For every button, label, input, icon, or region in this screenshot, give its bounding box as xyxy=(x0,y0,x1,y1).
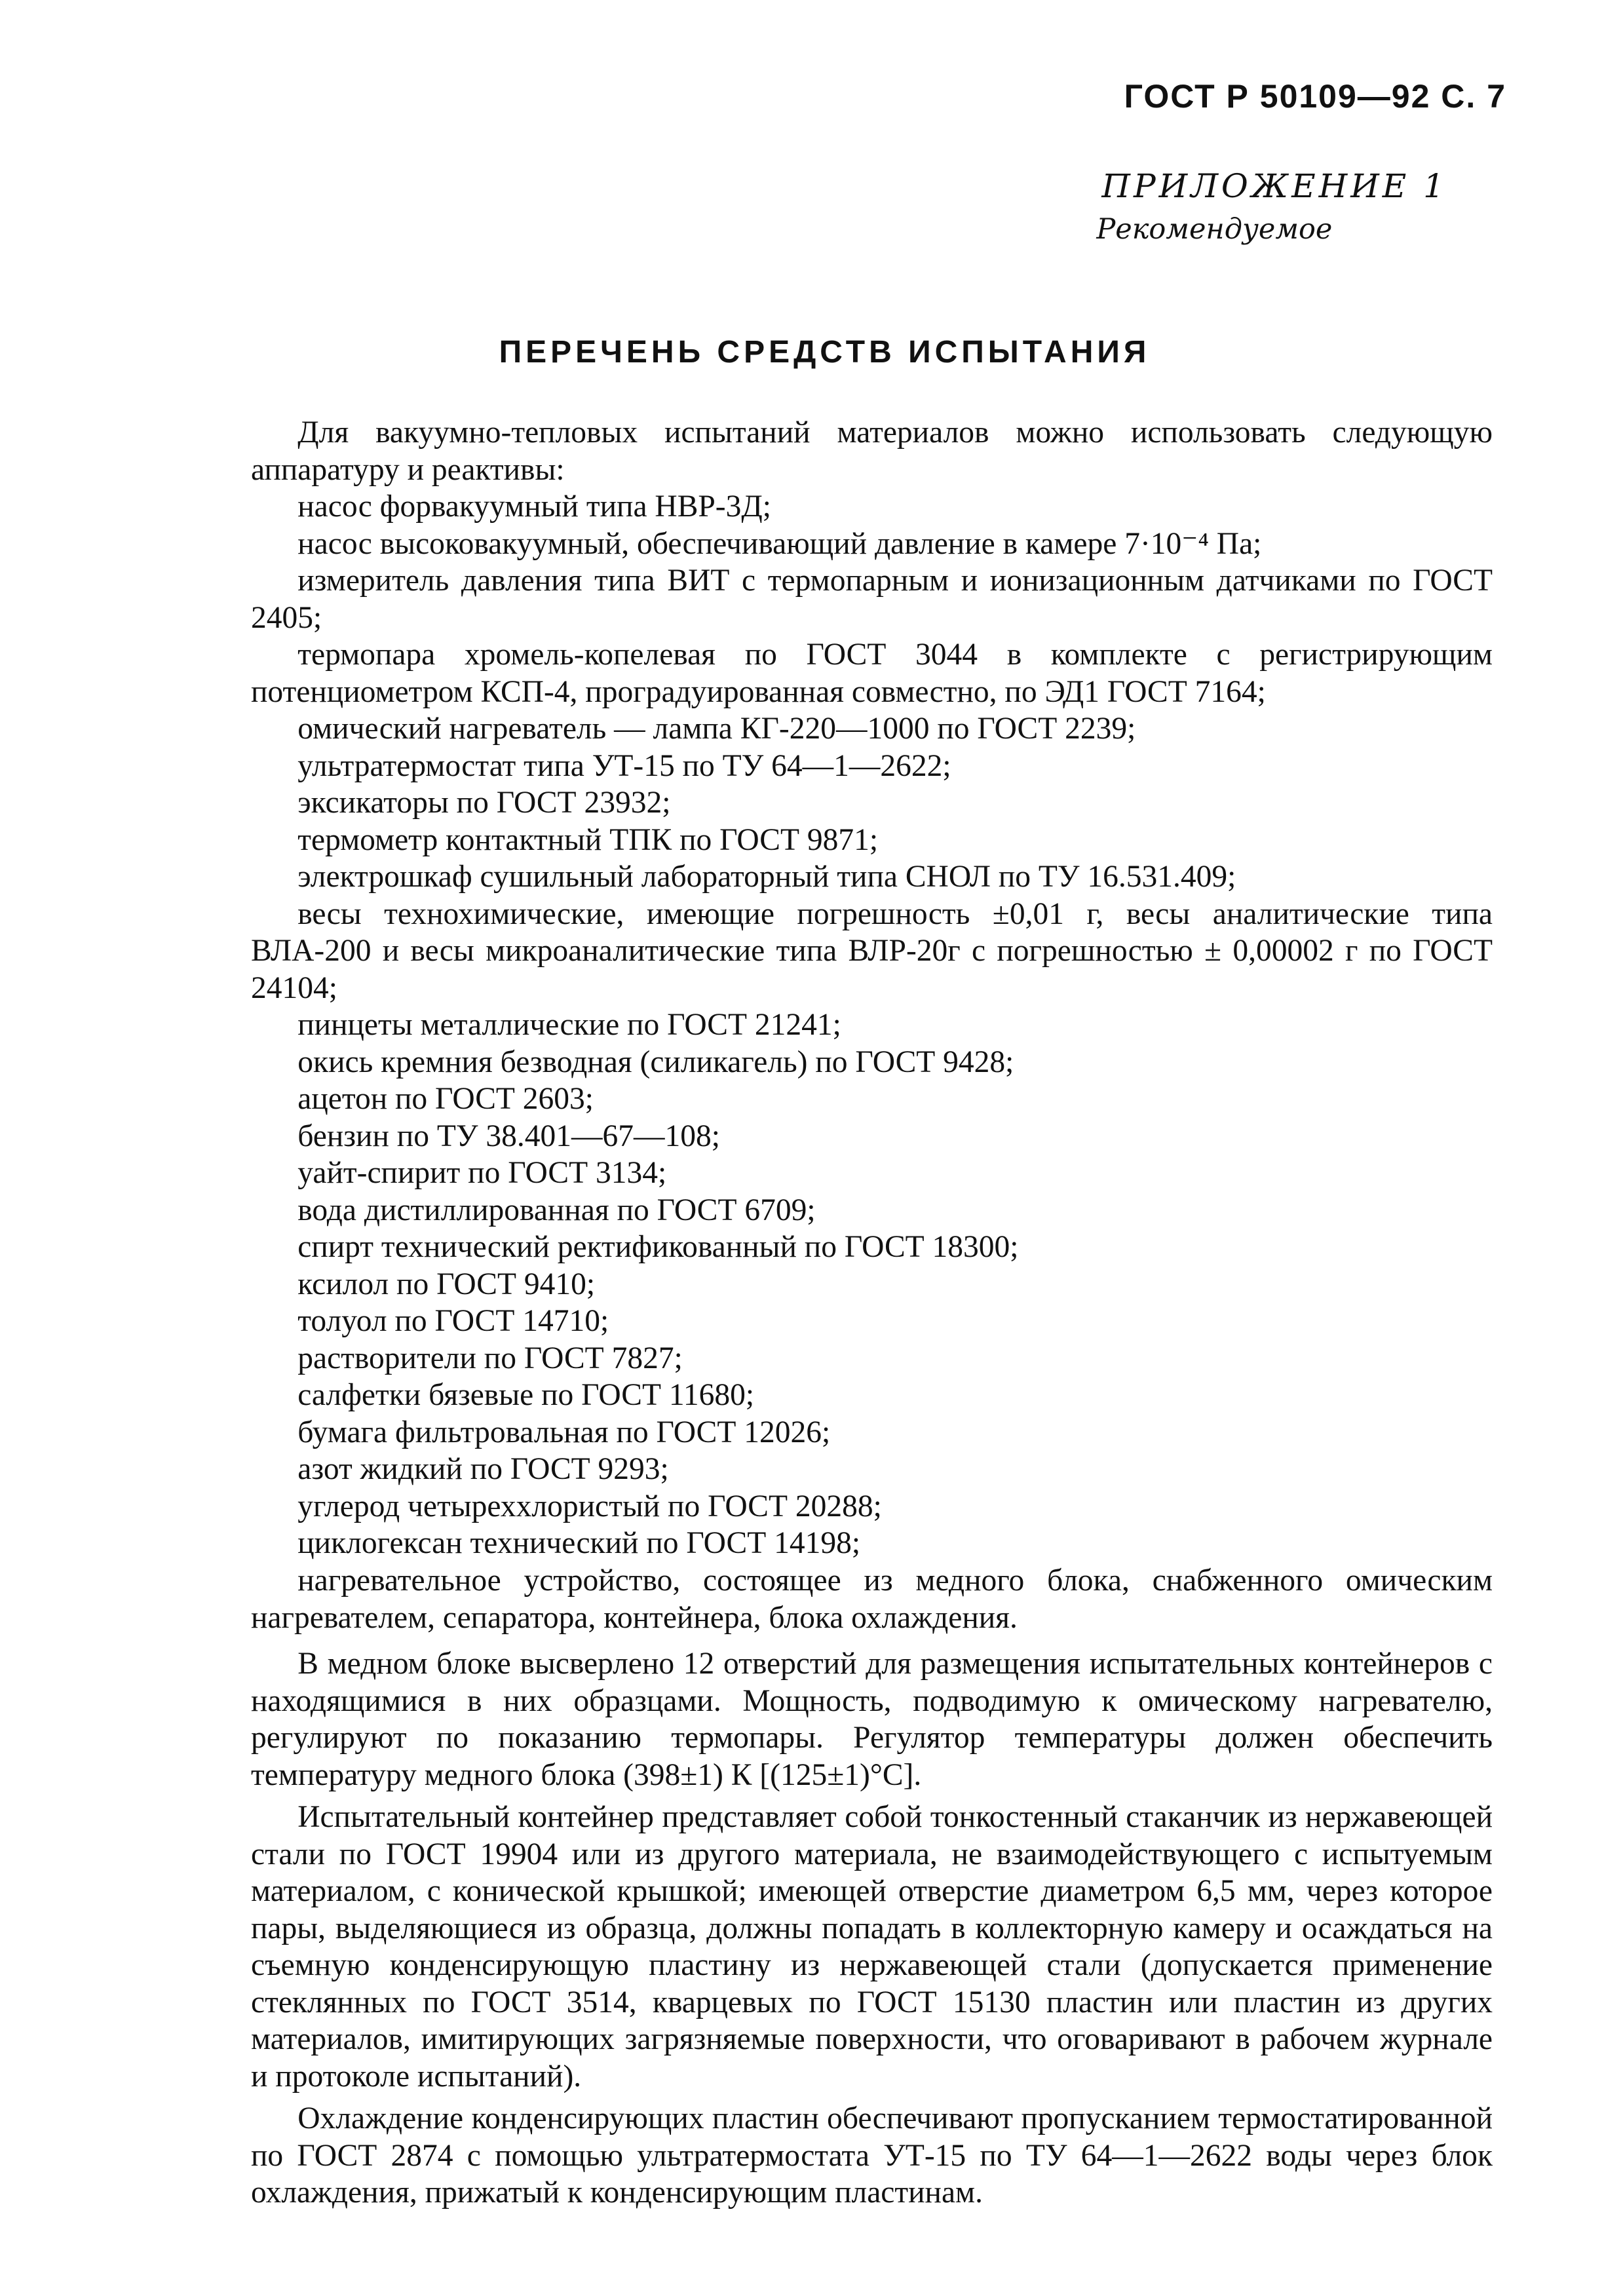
list-item: вода дистиллированная по ГОСТ 6709; xyxy=(297,1193,816,1227)
list-item: бензин по ТУ 38.401—67—108; xyxy=(297,1119,720,1153)
list-item: ацетон по ГОСТ 2603; xyxy=(297,1082,594,1117)
equipment-list xyxy=(251,488,1493,1636)
list-item: бумага фильтровальная по ГОСТ 12026; xyxy=(297,1415,831,1449)
list-item: насос форвакуумный типа НВР-3Д; xyxy=(297,489,771,524)
list-item: омический нагреватель — лампа КГ-220—1000 по ГОСТ 2239; xyxy=(297,712,1136,746)
list-item: термометр контактный ТПК по ГОСТ 9871; xyxy=(297,822,879,857)
list-item: азот жидкий по ГОСТ 9293; xyxy=(297,1452,669,1487)
list-item: окись кремния безводная (силикагель) по ГОСТ 9428; xyxy=(297,1044,1014,1079)
list-item: толуол по ГОСТ 14710; xyxy=(297,1304,609,1339)
list-item: эксикаторы по ГОСТ 23932; xyxy=(297,786,671,820)
list-item: спирт технический ректификованный по ГОСТ 18300; xyxy=(297,1230,1019,1265)
list-item: уайт-спирит по ГОСТ 3134; xyxy=(297,1156,667,1191)
running-header: ГОСТ Р 50109—92 С. 7 xyxy=(1124,78,1506,115)
list-intro: Для вакуумно-тепловых испытаний материалов можно использовать следующую аппаратуру и реактивы: xyxy=(251,415,1493,487)
list-item: измеритель давления типа ВИТ с термопарным и ионизационным датчиками по ГОСТ 2405; xyxy=(251,564,1493,635)
list-item: углерод четыреххлористый по ГОСТ 20288; xyxy=(297,1489,882,1523)
appendix-block xyxy=(1096,167,1447,246)
paragraph-test-container: Испытательный контейнер представляет собой тонкостенный стаканчик из нержавеющей стали по ГОСТ 19904 или из другого материала, не взаимодействующего с испытуемым материалом, с конической крышкой; имеющей отверстие диаметром 6,5 мм, через которое пары, выделяющиеся из образца, должны попадать в коллекторную камеру и осаждаться на съемную конденсирующую пластину из нержавеющей стали (допускается применение стеклянных по ГОСТ 3514, кварцевых по ГОСТ 15130 пластин или пластин из других материалов, имитирующих загрязняемые поверхности, что оговаривают в рабочем журнале и протоколе испытаний). xyxy=(251,1800,1493,2094)
list-item: нагревательное устройство, состоящее из медного блока, снабженного омическим нагревателем, сепаратора, контейнера, блока охлаждения. xyxy=(251,1563,1493,1635)
paragraph-copper-block: В медном блоке высверлено 12 отверстий для размещения испытательных контейнеров с находящимися в них образцами. Мощность, подводимую к омическому нагревателю, регулируют по показанию термопары. Регулятор температуры должен обеспечить температуру медного блока (398±1) К [(125±1)°C]. xyxy=(251,1647,1493,1792)
list-item: растворители по ГОСТ 7827; xyxy=(297,1341,683,1375)
list-item: циклогексан технический по ГОСТ 14198; xyxy=(297,1526,861,1561)
list-item: ксилол по ГОСТ 9410; xyxy=(297,1267,596,1301)
list-item: салфетки бязевые по ГОСТ 11680; xyxy=(297,1378,755,1413)
appendix-label: ПРИЛОЖЕНИЕ 1 xyxy=(1101,167,1447,205)
list-item: ультратермостат типа УТ-15 по ТУ 64—1—2622; xyxy=(297,748,951,783)
section-title: ПЕРЕЧЕНЬ СРЕДСТВ ИСПЫТАНИЯ xyxy=(499,335,1151,370)
list-item: весы технохимические, имеющие погрешность ±0,01 г, весы аналитические типа ВЛА-200 и весы микроаналитические типа ВЛР-20г с погрешностью ± 0,00002 г по ГОСТ 24104; xyxy=(251,896,1493,1005)
list-item: термопара хромель-копелевая по ГОСТ 3044 в комплекте с регистрирующим потенциометром КСП-4, проградуированная совместно, по ЭД1 ГОСТ 7164; xyxy=(251,638,1493,709)
list-item: пинцеты металлические по ГОСТ 21241; xyxy=(297,1008,841,1043)
list-item: насос высоковакуумный, обеспечивающий давление в камере 7·10⁻⁴ Па; xyxy=(297,526,1262,561)
list-item: электрошкаф сушильный лабораторный типа СНОЛ по ТУ 16.531.409; xyxy=(297,860,1236,894)
appendix-status: Рекомендуемое xyxy=(1096,213,1333,246)
paragraph-cooling: Охлаждение конденсирующих пластин обеспечивают пропусканием термостатированной по ГОСТ 2874 с помощью ультратермостата УТ-15 по ТУ 64—1—2622 воды через блок охлаждения, прижатый к конденсирующим пластинам. xyxy=(251,2101,1493,2210)
document-body xyxy=(251,414,1493,2211)
